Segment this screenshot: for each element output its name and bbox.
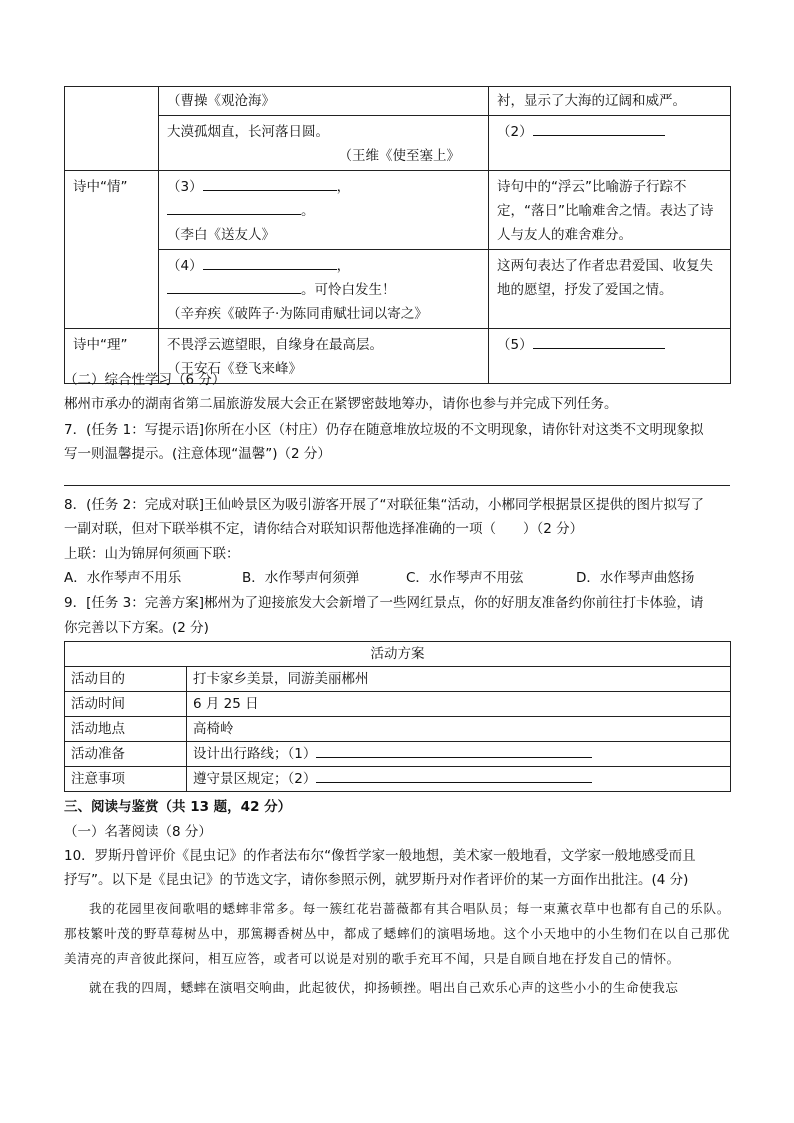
answer-blank[interactable]: [316, 743, 592, 758]
poem-cell: [159, 87, 489, 116]
poem-line: 大漠孤烟直，长河落日圆。: [167, 124, 329, 140]
plan-value: 设计出行路线；（1）: [193, 746, 317, 762]
answer-blank[interactable]: [533, 334, 665, 349]
poem-source: （王维《使至塞上》: [338, 148, 460, 164]
plan-label: 活动准备: [65, 742, 187, 767]
table-row: [65, 250, 731, 329]
analysis-cell: [489, 329, 731, 384]
poem-source: （李白《送友人》: [167, 227, 275, 243]
option-a[interactable]: A．水作琴声不用乐: [64, 570, 182, 586]
section-heading: （二）综合性学习（6 分）: [64, 372, 226, 388]
poem-table: [64, 86, 731, 384]
analysis-cell: [489, 87, 731, 116]
plan-label: 活动目的: [65, 667, 187, 692]
answer-blank[interactable]: [203, 255, 337, 270]
plan-value: 打卡家乡美景，同游美丽郴州: [187, 667, 731, 692]
poem-source: （辛弃疾《破阵子·为陈同甫赋壮词以寄之》: [167, 306, 428, 322]
plan-title: 活动方案: [65, 642, 731, 667]
plan-label: 活动时间: [65, 692, 187, 717]
plan-value: 6 月 25 日: [187, 692, 731, 717]
question-8-text: 一副对联，但对下联举棋不定，请你结合对联知识帮他选择准确的一项（ ）（2 分）: [64, 521, 584, 537]
analysis-cell: [489, 116, 731, 171]
plan-value-cell: [187, 742, 731, 767]
table-row: [65, 692, 731, 717]
sub-heading: （一）名著阅读（8 分）: [64, 824, 212, 840]
option-b[interactable]: B．水作琴声何须弹: [242, 570, 360, 586]
question-8-text: 8．(任务 2：完成对联]王仙岭景区为吸引游客开展了“对联征集“活动，小郴同学根据景区提供的图片拟写了: [64, 497, 704, 513]
plan-label: 注意事项: [65, 767, 187, 792]
table-row: [65, 667, 731, 692]
table-row: [65, 87, 731, 116]
category-cell: [65, 87, 159, 171]
question-7-text: 7．(任务 1：写提示语]你所在小区（村庄）仍存在随意堆放垃圾的不文明现象，请你针对这类不文明现象拟: [64, 422, 704, 438]
answer-blank[interactable]: [167, 200, 301, 215]
question-9-text: 你完善以下方案。(2 分): [64, 620, 209, 636]
plan-value: 遵守景区规定；（2）: [193, 771, 317, 787]
question-9-text: 9．[任务 3：完善方案]郴州为了迎接旅发大会新增了一些网红景点，你的好朋友准备约你前往打卡体验，请: [64, 595, 704, 611]
analysis-cell: [489, 250, 731, 329]
section-intro: 郴州市承办的湖南省第二届旅游发展大会正在紧锣密鼓地筹办，请你也参与并完成下列任务。: [64, 396, 618, 412]
answer-blank[interactable]: [167, 279, 301, 294]
answer-blank[interactable]: [316, 768, 592, 783]
punctuation: ，: [336, 258, 351, 274]
question-10-text: 抒写”。以下是《昆虫记》的节选文字，请你参照示例，就罗斯丹对作者评价的某一方面作出批注。(4 分): [64, 872, 689, 888]
analysis-cell: [489, 171, 731, 250]
table-row: [65, 171, 731, 250]
blank-number: （3）: [167, 179, 203, 195]
poem-line: 。可怜白发生！: [301, 282, 396, 298]
punctuation: ，: [336, 179, 351, 195]
plan-value: 高椅岭: [187, 717, 731, 742]
poem-line: 不畏浮云遮望眼，自缘身在最高层。: [167, 337, 383, 353]
category-cell: [65, 171, 159, 329]
option-c[interactable]: C．水作琴声不用弦: [406, 570, 524, 586]
poem-cell: [159, 116, 489, 171]
analysis-text: 诗句中的“浮云”比喻游子行踪不定，“落日”比喻难舍之情。表达了诗人与友人的难舍难分。: [497, 179, 714, 243]
punctuation: 。: [301, 203, 315, 219]
poem-source: （王安石《登飞来峰》: [167, 361, 302, 377]
analysis-text: 衬，显示了大海的辽阔和威严。: [497, 93, 686, 109]
table-row: [65, 642, 731, 667]
poem-cell: [159, 171, 489, 250]
poem-source: （曹操《观沧海》: [167, 93, 275, 109]
answer-blank[interactable]: [203, 176, 337, 191]
poem-cell: [159, 250, 489, 329]
answer-blank[interactable]: [533, 121, 665, 136]
table-row: [65, 116, 731, 171]
answer-number: （2）: [497, 124, 533, 140]
couplet-upper: 上联：山为锦屏何须画下联：: [64, 546, 240, 562]
activity-plan-table: [64, 641, 731, 792]
question-7-text: 写一则温馨提示。(注意体现“温馨”)（2 分）: [64, 446, 331, 462]
plan-value-cell: [187, 767, 731, 792]
answer-number: （5）: [497, 337, 533, 353]
table-row: [65, 767, 731, 792]
plan-label: 活动地点: [65, 717, 187, 742]
question-10-text: 10．罗斯丹曾评价《昆虫记》的作者法布尔“像哲学家一般地想，美术家一般地看，文学家一般地感受而且: [64, 848, 696, 864]
section-heading: 三、阅读与鉴赏（共 13 题，42 分）: [64, 799, 292, 815]
blank-number: （4）: [167, 258, 203, 274]
table-row: [65, 717, 731, 742]
answer-line[interactable]: [64, 485, 730, 486]
excerpt-passage: [64, 896, 730, 1000]
table-row: [65, 742, 731, 767]
excerpt-paragraph: 我的花园里夜间歌唱的蟋蟀非常多。每一簇红花岩蔷薇都有其合唱队员；每一束薰衣草中也都有自己的乐队。那枝繁叶茂的野草莓树丛中，那篤耨香树丛中，都成了蟋蟀们的演唱场地。这个小天地中的小生物们在以自己那优美清亮的声音彼此探问，相互应答，或者可以说是对别的歌手充耳不闻，只是自顾自地在抒发自己的情怀。: [64, 901, 730, 966]
category-label: 诗中“理”: [73, 337, 128, 353]
analysis-text: 这两句表达了作者忠君爱国、收复失地的愿望，抒发了爱国之情。: [497, 258, 713, 298]
category-label: 诗中“情”: [73, 179, 128, 195]
option-d[interactable]: D．水作琴声曲悠扬: [576, 570, 695, 586]
excerpt-paragraph: 就在我的四周，蟋蟀在演唱交响曲，此起彼伏，抑扬顿挫。唱出自己欢乐心声的这些小小的生命使我忘: [89, 980, 679, 995]
